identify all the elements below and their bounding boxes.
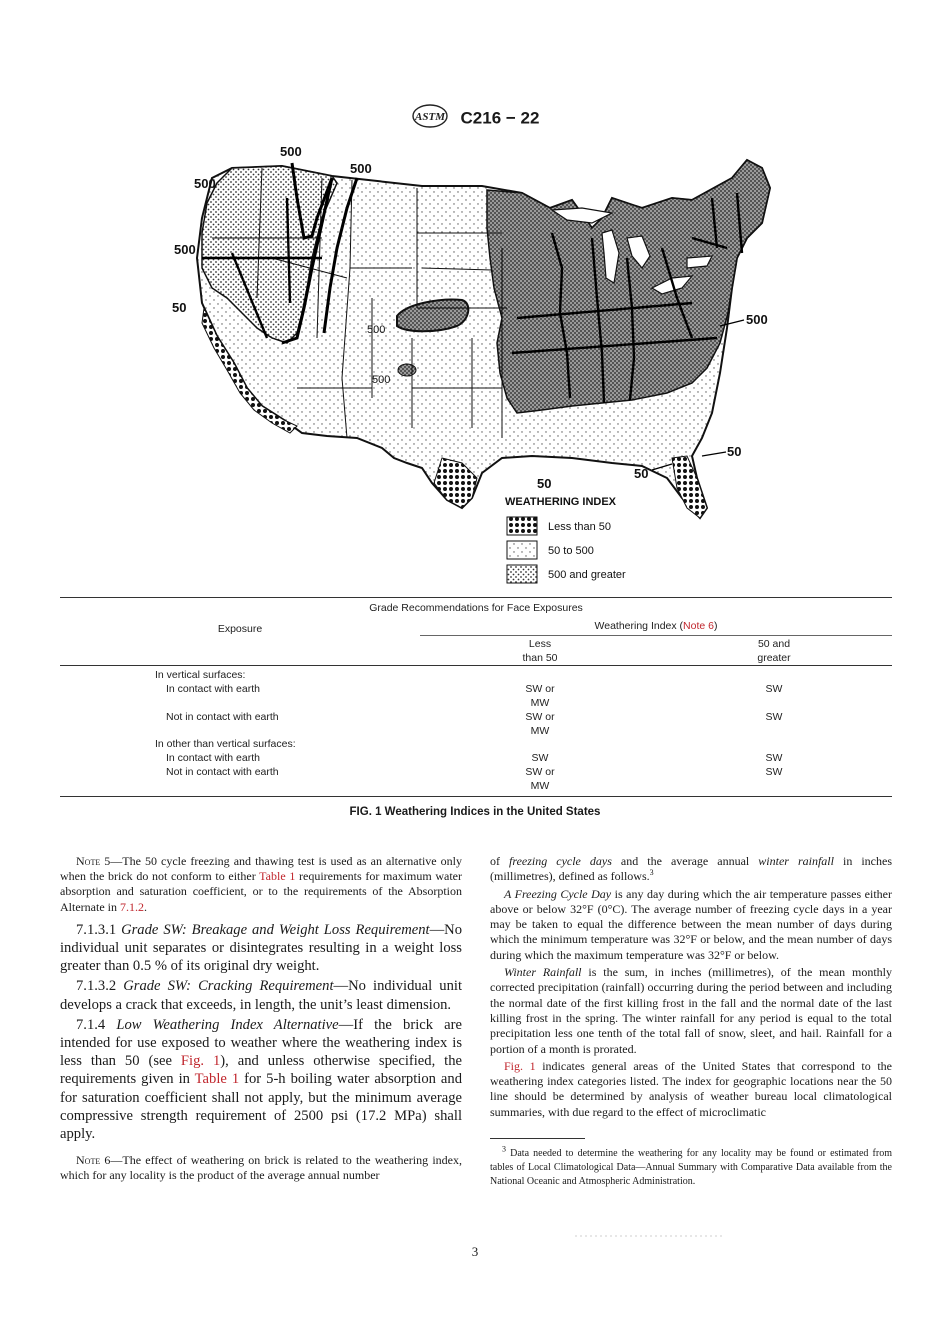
row-value-less-50: MW: [530, 725, 550, 737]
section-title: Grade SW: Cracking Requirement: [123, 978, 334, 995]
section-text: —No individual unit separates or disintegrates resulting in a weight loss greater than 0.5 % of its original dry weight.: [60, 921, 462, 975]
section-7-1-3-1: [60, 921, 462, 976]
table-row: [60, 711, 892, 725]
fig-1-link[interactable]: Fig. 1: [180, 1053, 221, 1070]
table-row: [60, 780, 892, 794]
region-small-island: [398, 364, 416, 376]
row-value-50-plus: SW: [765, 752, 783, 764]
row-label: In other than vertical surfaces:: [155, 738, 296, 750]
right-column: [490, 854, 892, 1189]
legend-label: 50 to 500: [548, 545, 594, 557]
map-label: 500: [174, 242, 196, 257]
left-column: [60, 854, 462, 1190]
legend-label: 500 and greater: [548, 569, 626, 581]
section-7-1-2-link[interactable]: 7.1.2: [119, 899, 144, 914]
table-row: [60, 752, 892, 766]
section-text: for 5-h boiling water absorption and for saturation coefficient shall not apply, but the minimum average compressive strength requirement of 2500 psi (17.2 MPa) shall apply.: [60, 1071, 462, 1143]
legend-title: WEATHERING INDEX: [505, 496, 617, 508]
section-text: —No individual unit develops a crack that exceeds, in length, the unit’s least dimension.: [60, 978, 462, 1013]
col-less-than-50: [480, 637, 600, 665]
col-less-line1: Less: [528, 638, 552, 650]
col-50-and-greater: [714, 637, 834, 665]
footnote-3: [490, 1144, 892, 1189]
fig-1-link[interactable]: Fig. 1: [504, 1058, 536, 1073]
note-text: —The 50 cycle freezing and thawing test is used as an alternative only when the brick do not conform to either: [60, 854, 463, 884]
row-value-less-50: SW: [531, 752, 549, 764]
table-row: [60, 669, 892, 683]
map-label: 500: [280, 144, 302, 159]
legend-swatch-50-500: [507, 541, 537, 559]
legend-swatch-lt50: [507, 517, 537, 535]
note-5: [60, 854, 462, 915]
term-italic: winter rainfall: [758, 854, 834, 868]
page-number: 3: [471, 1244, 479, 1259]
para-text: is any day during which the air temperature passes either above or below 32°F (0°C). The average number of freezing cycle days in a year may be taken to equal the difference between the mean number of days during which the minimum temperature was 32°F or below, and the mean number of days during which the maximum temperature was 32°F or below.: [490, 886, 892, 962]
weathering-map-svg: [172, 138, 772, 593]
footnote-rule: [490, 1138, 585, 1139]
section-text: —If the brick are intended for use exposed to weather where the weathering index is less than 50 (see: [60, 1016, 462, 1070]
row-value-less-50: MW: [530, 697, 550, 709]
row-label: In contact with earth: [166, 752, 260, 764]
map-label: 50: [537, 476, 552, 491]
section-number: 7.1.4: [76, 1016, 117, 1033]
row-value-50-plus: SW: [765, 711, 783, 723]
legend-swatch-500-plus: [507, 565, 537, 583]
map-label: 50: [634, 466, 649, 481]
row-value-less-50: SW or: [525, 766, 555, 778]
row-value-less-50: MW: [530, 780, 550, 792]
row-label: Not in contact with earth: [166, 711, 279, 723]
note-text: .: [143, 899, 147, 914]
map-label: 500: [350, 161, 372, 176]
document-designation: C216 − 22: [460, 108, 540, 128]
row-label: In contact with earth: [166, 683, 260, 695]
map-label: 500: [194, 176, 216, 191]
weathering-index-close: ): [713, 620, 718, 632]
region-northeast-500: [487, 160, 770, 413]
table-row: [60, 738, 892, 752]
fig-1-explanation: [490, 1059, 892, 1120]
table-row: [60, 683, 892, 697]
para-text: indicates general areas of the United States that correspond to the weathering index categories listed. The index for geographic locations near the 50 line should be determined by analysis of weather bureau local climatological summaries, with due regard to the effect of microclimatic: [490, 1058, 892, 1119]
note-6-continued: [490, 854, 892, 885]
table-caption: Grade Recommendations for Face Exposures: [369, 602, 583, 614]
term-italic: freezing cycle days: [509, 854, 612, 868]
row-value-less-50: SW or: [525, 711, 555, 723]
col-greater-line2: greater: [757, 652, 791, 664]
col-less-line2: than 50: [522, 652, 558, 664]
faint-watermark-line: [575, 1226, 725, 1232]
weathering-map: [172, 138, 772, 593]
map-label: 50: [172, 300, 187, 315]
note-6: [60, 1153, 462, 1183]
table-row: [60, 766, 892, 780]
col-exposure: Exposure: [217, 623, 263, 635]
para-text: is the sum, in inches (millimetres), of the mean monthly corrected precipitation (rainfall) occurring during the period between and including the normal date of the first killing frost in the fall and the normal date of the last killing frost in the spring. The winter rainfall for any period is equal to the total precipitation less one tenth of the total fall of snow, sleet, and hail. Rainfall for a portion of a month is prorated.: [490, 965, 893, 1056]
map-label: 500: [367, 324, 386, 336]
section-number: 7.1.3.2: [76, 978, 124, 995]
note-text: requirements for maximum water absorption and saturation coefficient, or to the requirements of the Absorption Alternate in: [60, 869, 463, 914]
term-italic: A Freezing Cycle Day: [504, 886, 612, 901]
footnote-text: Data needed to determine the weathering for any locality may be found or estimated from tables of Local Climatological Data—Annual Summary with Comparative Data available from the National Oceanic and Atmospheric Administration.: [490, 1148, 892, 1188]
section-number: 7.1.3.1: [76, 921, 122, 938]
row-value-50-plus: SW: [765, 683, 783, 695]
footnote-ref[interactable]: 3: [649, 868, 654, 878]
section-title: Low Weathering Index Alternative: [116, 1016, 339, 1033]
page-header: [0, 104, 950, 133]
note-label: Note 6: [76, 1153, 111, 1168]
para-text: and the average annual: [611, 854, 759, 868]
table-bottom-rule: [60, 796, 892, 797]
para-text: in inches (millimetres), defined as follows.: [490, 854, 892, 884]
row-value-50-plus: SW: [765, 766, 783, 778]
col-greater-line1: 50 and: [757, 638, 791, 650]
map-label: 500: [372, 374, 391, 386]
legend-label: Less than 50: [548, 521, 611, 533]
astm-logo: [411, 104, 449, 133]
winter-rainfall-definition: [490, 965, 892, 1057]
map-label: 500: [746, 312, 768, 327]
map-label: 50: [727, 444, 742, 459]
weathering-index-label: Weathering Index (: [594, 620, 684, 632]
footnote-number: 3: [502, 1144, 506, 1154]
row-value-less-50: SW or: [525, 683, 555, 695]
para-text: of: [490, 854, 510, 868]
row-label: In vertical surfaces:: [155, 669, 246, 681]
table-row: [60, 697, 892, 711]
map-leader-line: [702, 452, 726, 456]
region-florida-lt50: [672, 456, 707, 518]
note-6-link[interactable]: Note 6: [683, 620, 714, 632]
section-7-1-4: [60, 1016, 462, 1143]
section-7-1-3-2: [60, 977, 462, 1013]
row-label: Not in contact with earth: [166, 766, 279, 778]
note-label: Note 5: [76, 854, 111, 868]
section-title: Grade SW: Breakage and Weight Loss Requirement: [121, 921, 430, 938]
table-row: [60, 725, 892, 738]
svg-text:ASTM: ASTM: [414, 111, 445, 123]
term-italic: Winter Rainfall: [504, 965, 582, 980]
table-1-link[interactable]: Table 1: [259, 869, 296, 884]
note-text: —The effect of weathering on brick is related to the weathering index, which for any locality is the product of the average annual number: [60, 1153, 462, 1183]
figure-caption: FIG. 1 Weathering Indices in the United States: [349, 806, 601, 818]
table-1-link[interactable]: Table 1: [194, 1071, 240, 1088]
freezing-cycle-day-definition: [490, 887, 892, 963]
section-text: ), and unless otherwise specified, the requirements given in: [60, 1053, 463, 1088]
weathering-index-header-text: [420, 617, 892, 636]
grade-recommendations-table: [60, 597, 892, 797]
